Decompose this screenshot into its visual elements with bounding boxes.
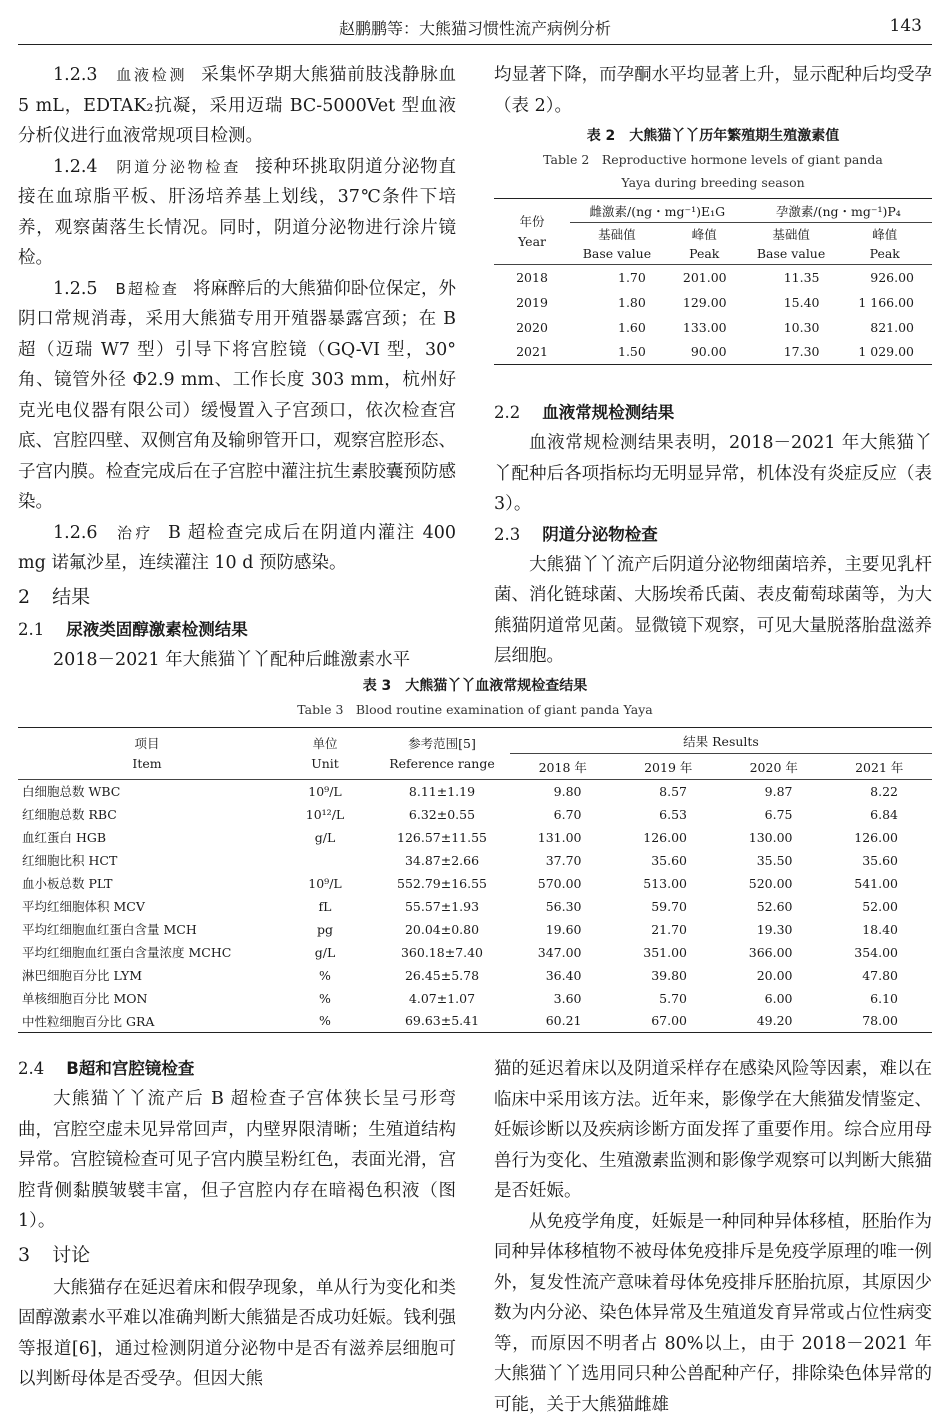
table-cell: 19.30	[721, 918, 827, 941]
section-keyword: 治疗	[116, 524, 154, 542]
section-title: 结果	[52, 586, 90, 608]
table-cell: 8.11±1.19	[374, 780, 510, 803]
table-cell: 19.60	[510, 918, 616, 941]
col-group-estrogen: 雌激素/(ng・mg⁻¹)E₁G	[570, 199, 745, 223]
table-cell: 17.30	[745, 340, 838, 365]
section-keyword: 阴道分泌物检查	[116, 158, 242, 176]
table-cell: 10⁹/L	[276, 872, 374, 895]
table-cell: g/L	[276, 826, 374, 849]
subsection-heading	[494, 520, 932, 550]
col-base-2: 基础值 Base value	[745, 223, 838, 265]
table-cell: 21.70	[616, 918, 722, 941]
table-cell: %	[276, 987, 374, 1010]
table-cell: 6.75	[721, 803, 827, 826]
table-cell: 20.04±0.80	[374, 918, 510, 941]
col-peak-2: 峰值 Peak	[838, 223, 932, 265]
paragraph: 猫的延迟着床以及阴道采样存在感染风险等因素，难以在临床中采用该方法。近年来，影像学在大熊猫发情鉴定、妊娠诊断以及疾病诊断方面发挥了重要作用。综合应用母兽行为变化、生殖激素监测和影像学观察可以判断大熊猫是否妊娠。	[494, 1054, 932, 1207]
table-cell: 552.79±16.55	[374, 872, 510, 895]
table-cell: 1.60	[570, 315, 664, 340]
table-row	[494, 290, 932, 315]
table-cell: 单核细胞百分比 MON	[18, 987, 276, 1010]
table-row	[18, 964, 932, 987]
table-cell: 红细胞比积 HCT	[18, 849, 276, 872]
paragraph	[18, 152, 456, 274]
table-cell: 1 029.00	[838, 340, 932, 365]
col-peak-1: 峰值 Peak	[664, 223, 745, 265]
table-cell: 2018	[494, 265, 570, 290]
table-row	[18, 872, 932, 895]
paragraph-text: 采集怀孕期大熊猫前肢浅静脉血 5 mL，EDTAK₂抗凝，采用迈瑞 BC-5000Vet 型血液分析仪进行血液常规项目检测。	[18, 65, 456, 146]
page-number: 143	[890, 16, 922, 36]
table-row	[18, 849, 932, 872]
table-cell: 35.60	[827, 849, 933, 872]
paragraph-text: B 超检查完成后在阴道内灌注 400 mg 诺氟沙星，连续灌注 10 d 预防感染。	[18, 523, 456, 574]
table-cell: 8.57	[616, 780, 722, 803]
section-number: 1.2.5	[53, 279, 98, 299]
table-cell: %	[276, 964, 374, 987]
table-cell: 1.70	[570, 265, 664, 290]
table-cell: 1 166.00	[838, 290, 932, 315]
table-cell: 6.32±0.55	[374, 803, 510, 826]
table-cell: 60.21	[510, 1010, 616, 1033]
table-cell: 926.00	[838, 265, 932, 290]
table-cell: 35.50	[721, 849, 827, 872]
paragraph: 从免疫学角度，妊娠是一种同种异体移植，胚胎作为同种异体移植物不被母体免疫排斥是免疫学原理的唯一例外，复发性流产意味着母体免疫排斥胚胎抗原，其原因少数为内分泌、染色体异常及生殖道发育异常或占位性病变等，而原因不明者占 80%以上，由于 2018－2021 年大熊猫丫丫选用同只种公兽配种产仔，排除染色体异常的可能，关于大熊猫雌雄	[494, 1207, 932, 1420]
table-cell: 平均红细胞血红蛋白含量浓度 MCHC	[18, 941, 276, 964]
table-cell: 白细胞总数 WBC	[18, 780, 276, 803]
left-column-bottom	[18, 1054, 456, 1395]
table-row	[494, 340, 932, 365]
col-year-2019: 2019 年	[616, 754, 722, 780]
table-cell: 18.40	[827, 918, 933, 941]
subsection-title: 阴道分泌物检查	[542, 525, 658, 544]
table-cell: 347.00	[510, 941, 616, 964]
section-number: 1.2.4	[53, 157, 98, 177]
table-3-block	[18, 674, 932, 1033]
table-cell: 9.80	[510, 780, 616, 803]
paragraph-text: 接种环挑取阴道分泌物直接在血琼脂平板、肝汤培养基上划线，37℃条件下培养，观察菌落生长情况。同时，阴道分泌物进行涂片镜检。	[18, 157, 456, 269]
table-cell: 15.40	[745, 290, 838, 315]
paragraph-text: 将麻醉后的大熊猫仰卧位保定，外阴口常规消毒，采用大熊猫专用开殖器暴露宫颈；在 B 超（迈瑞 W7 型）引导下将宫腔镜（GQ-VI 型，30°角、镜管外径 Φ2.9 mm、工作长度 303 mm，杭州好克光电仪器有限公司）缓慢置入子宫颈口，依次检查宫底、宫腔四壁、双侧宫角及输卵管开口，观察宫腔形态、子宫内膜。检查完成后在子宫腔中灌注抗生素胶囊预防感染。	[18, 279, 456, 513]
table-row	[18, 1010, 932, 1033]
table-cell: 201.00	[664, 265, 745, 290]
table-2-caption: 表 2 大熊猫丫丫历年繁殖期生殖激素值	[494, 124, 932, 148]
col-base-1: 基础值 Base value	[570, 223, 664, 265]
table-cell: 49.20	[721, 1010, 827, 1033]
table-cell: 821.00	[838, 315, 932, 340]
table-row	[18, 826, 932, 849]
paragraph	[18, 518, 456, 579]
table-3-caption-en: Table 3 Blood routine examination of giant panda Yaya	[18, 698, 932, 721]
table-cell: 11.35	[745, 265, 838, 290]
table-cell: 血红蛋白 HGB	[18, 826, 276, 849]
section-number: 2.3	[494, 525, 520, 544]
table-cell: 5.70	[616, 987, 722, 1010]
section-number: 2	[18, 586, 30, 608]
running-header	[18, 10, 932, 45]
table-cell: 126.57±11.55	[374, 826, 510, 849]
table-cell: 10.30	[745, 315, 838, 340]
subsection-heading	[494, 398, 932, 428]
table-cell: 中性粒细胞百分比 GRA	[18, 1010, 276, 1033]
table-2-caption-en-2: Yaya during breeding season	[494, 171, 932, 194]
right-column-bottom	[494, 1054, 932, 1420]
section-number: 2.4	[18, 1059, 44, 1078]
table-row	[18, 803, 932, 826]
section-number: 2.2	[494, 403, 520, 422]
table-cell: 126.00	[616, 826, 722, 849]
section-number: 1.2.6	[53, 523, 98, 543]
col-year-2018: 2018 年	[510, 754, 616, 780]
table-cell: 2021	[494, 340, 570, 365]
table-cell: 26.45±5.78	[374, 964, 510, 987]
table-cell: 366.00	[721, 941, 827, 964]
table-cell: 8.22	[827, 780, 933, 803]
subsection-title: 血液常规检测结果	[542, 403, 674, 422]
table-cell: 3.60	[510, 987, 616, 1010]
subsection-title: B超和宫腔镜检查	[66, 1059, 194, 1078]
table-cell: 67.00	[616, 1010, 722, 1033]
paragraph: 大熊猫丫丫流产后阴道分泌物细菌培养，主要见乳杆菌、消化链球菌、大肠埃希氏菌、表皮葡萄球菌等，为大熊猫阴道常见菌。显微镜下观察，可见大量脱落胎盘滋养层细胞。	[494, 550, 932, 672]
table-cell: 10⁹/L	[276, 780, 374, 803]
table-cell: fL	[276, 895, 374, 918]
table-cell: 36.40	[510, 964, 616, 987]
right-column-middle	[494, 398, 932, 672]
right-column-top	[494, 60, 932, 121]
col-unit-header: 单位 Unit	[276, 728, 374, 780]
col-results-header: 结果 Results	[510, 728, 932, 754]
table-cell: 20.00	[721, 964, 827, 987]
table-cell: 6.10	[827, 987, 933, 1010]
table-cell: 红细胞总数 RBC	[18, 803, 276, 826]
table-row	[18, 780, 932, 803]
left-column-top	[18, 60, 456, 675]
table-cell: 1.50	[570, 340, 664, 365]
table-row	[494, 315, 932, 340]
table-cell: 4.07±1.07	[374, 987, 510, 1010]
table-cell: 55.57±1.93	[374, 895, 510, 918]
table-2	[494, 198, 932, 365]
table-cell: 1.80	[570, 290, 664, 315]
table-cell: 69.63±5.41	[374, 1010, 510, 1033]
table-3-caption: 表 3 大熊猫丫丫血液常规检查结果	[18, 674, 932, 698]
table-cell: 351.00	[616, 941, 722, 964]
paragraph	[18, 274, 456, 518]
section-number: 2.1	[18, 620, 44, 639]
paragraph: 血液常规检测结果表明，2018－2021 年大熊猫丫丫配种后各项指标均无明显异常，机体没有炎症反应（表 3）。	[494, 428, 932, 520]
section-keyword: B超检查	[116, 280, 179, 298]
table-cell: 354.00	[827, 941, 933, 964]
table-cell: 131.00	[510, 826, 616, 849]
table-cell: %	[276, 1010, 374, 1033]
col-ref-header: 参考范围[5] Reference range	[374, 728, 510, 780]
col-item-header: 项目 Item	[18, 728, 276, 780]
section-title: 讨论	[52, 1244, 90, 1266]
col-group-progesterone: 孕激素/(ng・mg⁻¹)P₄	[745, 199, 932, 223]
table-cell: 90.00	[664, 340, 745, 365]
subsection-heading	[18, 1054, 456, 1084]
table-cell: 35.60	[616, 849, 722, 872]
table-cell: g/L	[276, 941, 374, 964]
table-cell: 9.87	[721, 780, 827, 803]
section-number: 1.2.3	[53, 65, 98, 85]
table-cell: 37.70	[510, 849, 616, 872]
table-cell: 淋巴细胞百分比 LYM	[18, 964, 276, 987]
table-cell: 34.87±2.66	[374, 849, 510, 872]
table-cell: 52.60	[721, 895, 827, 918]
section-keyword: 血液检测	[116, 66, 188, 84]
subsection-heading	[18, 615, 456, 645]
table-cell: 126.00	[827, 826, 933, 849]
table-cell: 6.84	[827, 803, 933, 826]
table-row	[18, 987, 932, 1010]
table-cell: 6.53	[616, 803, 722, 826]
table-cell: 513.00	[616, 872, 722, 895]
table-row	[18, 895, 932, 918]
table-3	[18, 727, 932, 1033]
table-cell: 130.00	[721, 826, 827, 849]
table-cell: pg	[276, 918, 374, 941]
table-row	[494, 265, 932, 290]
section-heading	[18, 1239, 456, 1271]
paragraph: 大熊猫存在延迟着床和假孕现象，单从行为变化和类固醇激素水平难以准确判断大熊猫是否成功妊娠。钱利强等报道[6]，通过检测阴道分泌物中是否有滋养层细胞可以判断母体是否受孕。但因大熊	[18, 1273, 456, 1395]
col-year-2021: 2021 年	[827, 754, 933, 780]
table-2-block	[494, 124, 932, 365]
col-year-2020: 2020 年	[721, 754, 827, 780]
table-row	[18, 941, 932, 964]
col-year-header: 年份 Year	[494, 199, 570, 265]
table-cell: 56.30	[510, 895, 616, 918]
table-cell: 570.00	[510, 872, 616, 895]
paragraph: 2018－2021 年大熊猫丫丫配种后雌激素水平	[18, 645, 456, 676]
table-cell: 10¹²/L	[276, 803, 374, 826]
table-cell: 平均红细胞体积 MCV	[18, 895, 276, 918]
table-cell: 6.00	[721, 987, 827, 1010]
section-heading	[18, 581, 456, 613]
table-cell: 541.00	[827, 872, 933, 895]
table-cell: 6.70	[510, 803, 616, 826]
table-cell: 78.00	[827, 1010, 933, 1033]
table-cell: 2020	[494, 315, 570, 340]
section-number: 3	[18, 1244, 30, 1266]
table-cell: 39.80	[616, 964, 722, 987]
paragraph	[18, 60, 456, 152]
table-cell	[276, 849, 374, 872]
paragraph: 均显著下降，而孕酮水平均显著上升，显示配种后均受孕（表 2）。	[494, 60, 932, 121]
table-cell: 59.70	[616, 895, 722, 918]
table-cell: 平均红细胞血红蛋白含量 MCH	[18, 918, 276, 941]
table-2-caption-en-1: Table 2 Reproductive hormone levels of giant panda	[494, 148, 932, 171]
table-row	[18, 918, 932, 941]
table-cell: 133.00	[664, 315, 745, 340]
paragraph: 大熊猫丫丫流产后 B 超检查子宫体狭长呈弓形弯曲，宫腔空虚未见异常回声，内壁界限清晰；生殖道结构异常。宫腔镜检查可见子宫内膜呈粉红色，表面光滑，宫腔背侧黏膜皱襞丰富，但子宫腔内存在暗褐色积液（图 1）。	[18, 1084, 456, 1237]
running-title: 赵鹏鹏等：大熊猫习惯性流产病例分析	[18, 16, 932, 39]
table-cell: 520.00	[721, 872, 827, 895]
table-cell: 血小板总数 PLT	[18, 872, 276, 895]
table-cell: 47.80	[827, 964, 933, 987]
table-cell: 360.18±7.40	[374, 941, 510, 964]
table-cell: 52.00	[827, 895, 933, 918]
table-cell: 2019	[494, 290, 570, 315]
subsection-title: 尿液类固醇激素检测结果	[66, 620, 248, 639]
table-cell: 129.00	[664, 290, 745, 315]
